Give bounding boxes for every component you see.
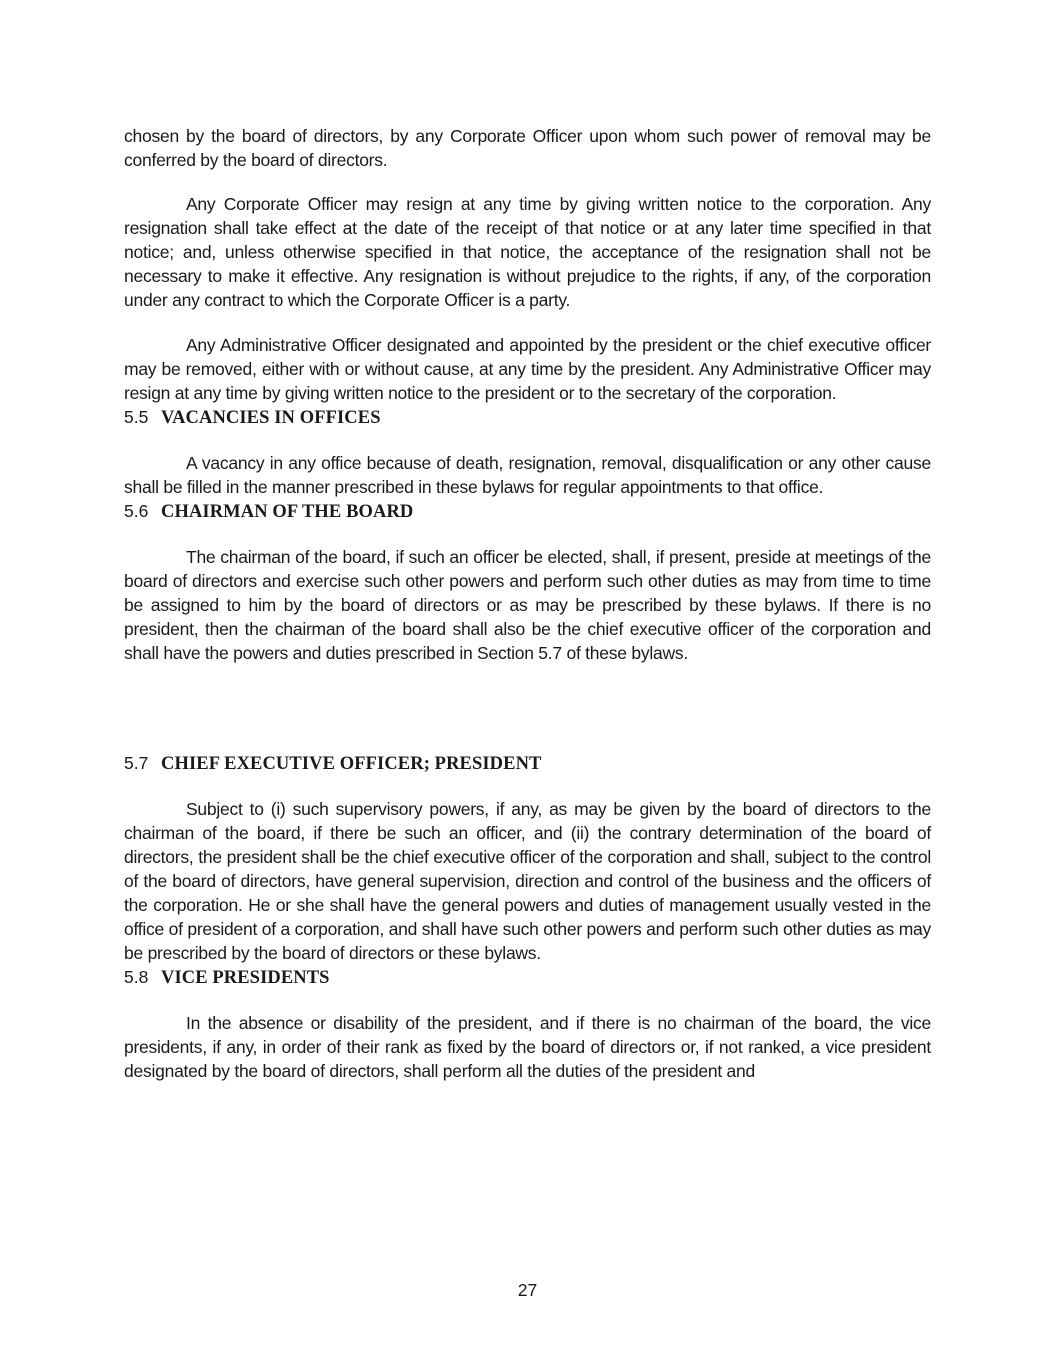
section-title: VACANCIES IN OFFICES [161,408,381,428]
section-heading-5-6 [124,499,931,524]
section-heading-5-5 [124,405,931,430]
document-page [124,124,931,1083]
section-title: CHIEF EXECUTIVE OFFICER; PRESIDENT [161,754,542,774]
section-number: 5.7 [124,753,149,773]
section-body-5-5: A vacancy in any office because of death, resignation, removal, disqualification or any other cause shall be filled in the manner prescribed in these bylaws for regular appointments to that office. [124,453,931,497]
section-body-5-7: Subject to (i) such supervisory powers, if any, as may be given by the board of directors to the chairman of the board, if there be such an officer, and (ii) the contrary determination of the board of directors, the president shall be the chief executive officer of the corporation and shall, subject to the control of the board of directors, have general supervision, direction and control of the business and the officers of the corporation. He or she shall have the general powers and duties of management usually vested in the office of president of a corporation, and shall have such other powers and perform such other duties as may be prescribed by the board of directors or these bylaws. [124,799,931,963]
paragraph-removal-continued: chosen by the board of directors, by any Corporate Officer upon whom such power of removal may be conferred by the board of directors. [124,126,931,170]
section-heading-5-8 [124,965,931,990]
paragraph-corporate-officer-resign: Any Corporate Officer may resign at any time by giving written notice to the corporation. Any resignation shall take effect at the date of the receipt of that notice or at any later time specified in that notice; and, unless otherwise specified in that notice, the acceptance of the resignation shall not be necessary to make it effective. Any resignation is without prejudice to the rights, if any, of the corporation under any contract to which the Corporate Officer is a party. [124,194,931,310]
paragraph-administrative-officer: Any Administrative Officer designated and appointed by the president or the chief executive officer may be removed, either with or without cause, at any time by the president. Any Administrative Officer may resign at any time by giving written notice to the president or to the secretary of the corporation. [124,335,931,403]
section-number: 5.5 [124,407,149,427]
section-title: VICE PRESIDENTS [161,968,330,988]
section-title: CHAIRMAN OF THE BOARD [161,502,414,522]
section-number: 5.8 [124,967,149,987]
section-body-5-6: The chairman of the board, if such an officer be elected, shall, if present, preside at meetings of the board of directors and exercise such other powers and perform such other duties as may from time to time be assigned to him by the board of directors or as may be prescribed by these bylaws. If there is no president, then the chairman of the board shall also be the chief executive officer of the corporation and shall have the powers and duties prescribed in Section 5.7 of these bylaws. [124,547,931,663]
section-heading-5-7 [124,751,931,776]
page-number: 27 [517,1280,538,1300]
section-body-5-8: In the absence or disability of the president, and if there is no chairman of the board, the vice presidents, if any, in order of their rank as fixed by the board of directors or, if not ranked, a vice president designated by the board of directors, shall perform all the duties of the president and [124,1013,931,1081]
section-number: 5.6 [124,501,149,521]
